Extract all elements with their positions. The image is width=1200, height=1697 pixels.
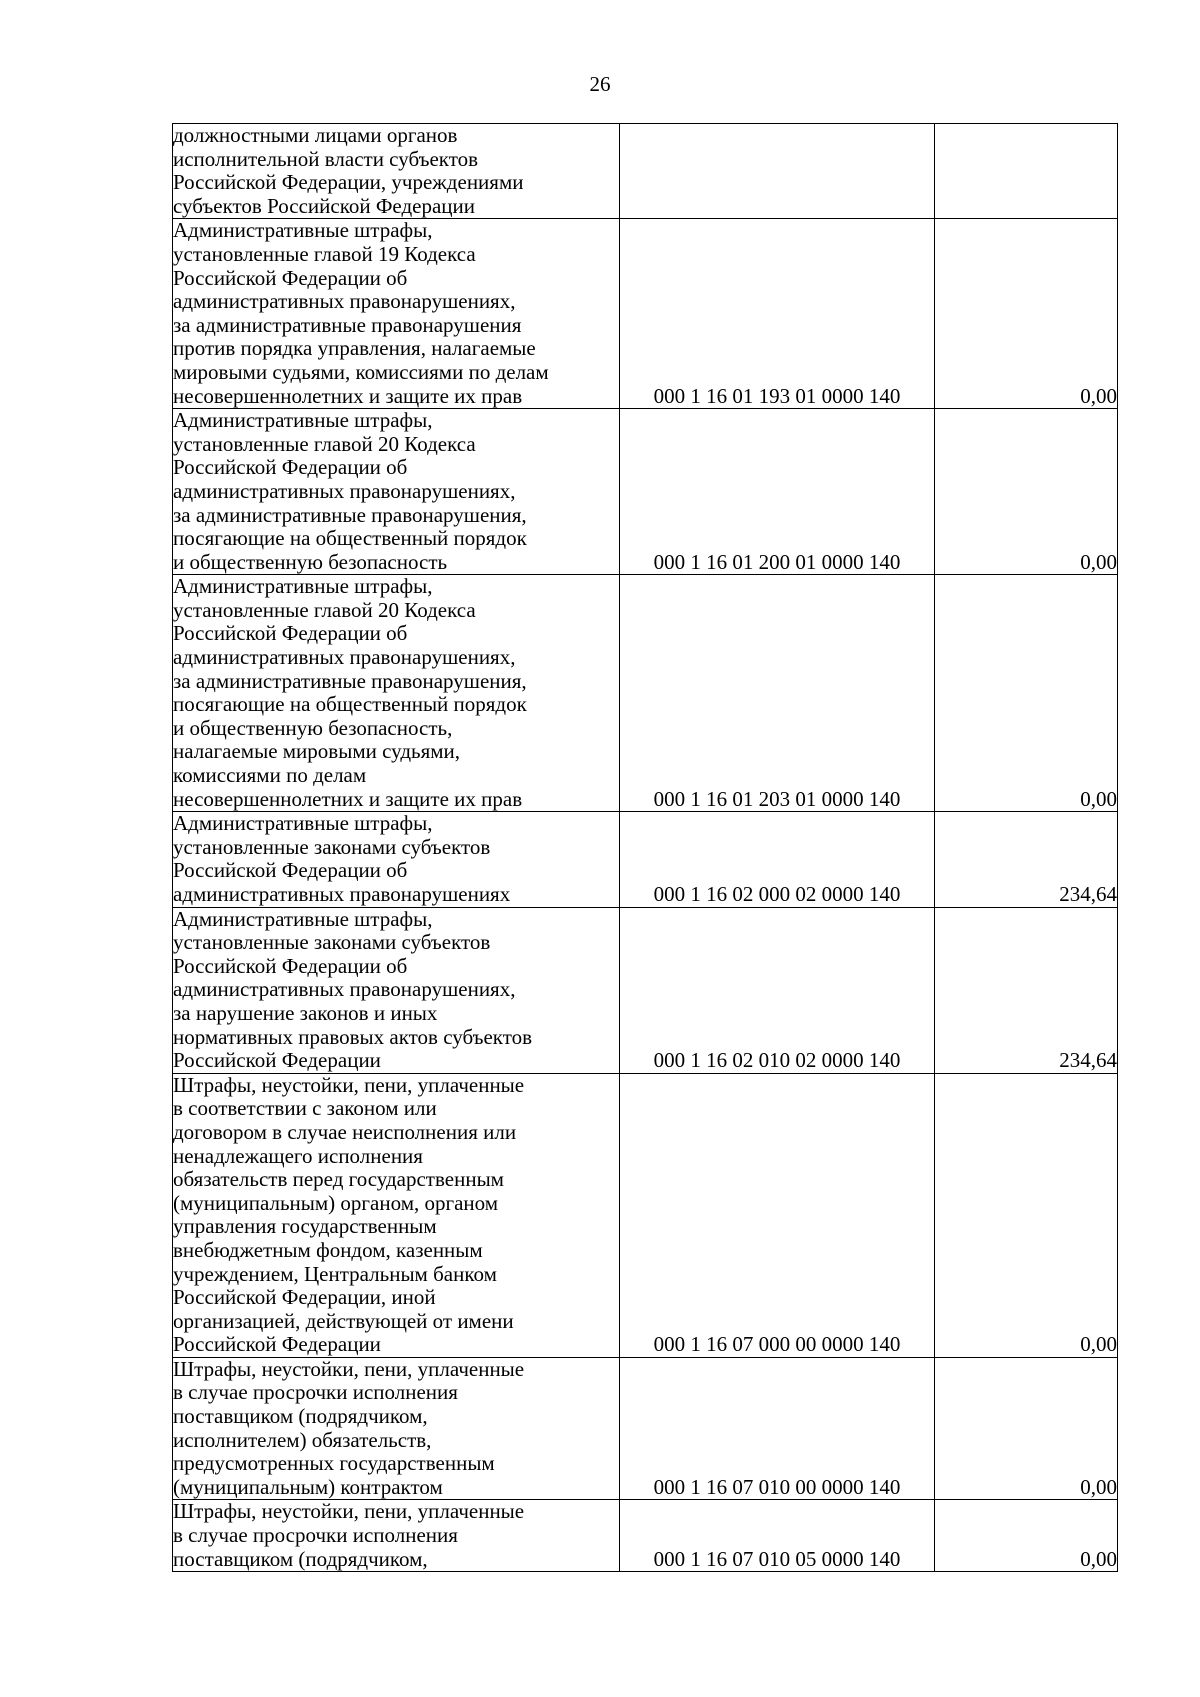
table-row: [173, 907, 1118, 1073]
revenue-name-cell: должностными лицами органов исполнительной власти субъектов Российской Федерации, учреждениями субъектов Российской Федерации: [173, 124, 620, 219]
budget-code-cell: 000 1 16 01 200 01 0000 140: [620, 409, 935, 575]
table-row: [173, 1073, 1118, 1357]
budget-code-cell: 000 1 16 02 000 02 0000 140: [620, 812, 935, 907]
amount-cell: 0,00: [935, 1500, 1118, 1572]
table-row: [173, 575, 1118, 812]
table-row: [173, 1500, 1118, 1572]
budget-code-cell: 000 1 16 07 010 05 0000 140: [620, 1500, 935, 1572]
revenue-name-cell: Административные штрафы, установленные законами субъектов Российской Федерации об административных правонарушениях, за нарушение законов и иных нормативных правовых актов субъектов Российской Федерации: [173, 907, 620, 1073]
revenue-name-cell: Административные штрафы, установленные главой 20 Кодекса Российской Федерации об административных правонарушениях, за административные правонарушения, посягающие на общественный порядок и общественную безопасность: [173, 409, 620, 575]
table-row: [173, 124, 1118, 219]
revenue-name-cell: Штрафы, неустойки, пени, уплаченные в случае просрочки исполнения поставщиком (подрядчиком,: [173, 1500, 620, 1572]
budget-code-cell: 000 1 16 01 193 01 0000 140: [620, 219, 935, 409]
budget-code-cell: 000 1 16 02 010 02 0000 140: [620, 907, 935, 1073]
revenue-name-cell: Административные штрафы, установленные главой 19 Кодекса Российской Федерации об административных правонарушениях, за административные правонарушения против порядка управления, налагаемые мировыми судьями, комиссиями по делам несовершеннолетних и защите их прав: [173, 219, 620, 409]
table-row: [173, 1357, 1118, 1500]
budget-code-cell: 000 1 16 01 203 01 0000 140: [620, 575, 935, 812]
amount-cell: 234,64: [935, 907, 1118, 1073]
table-row: [173, 219, 1118, 409]
amount-cell: 0,00: [935, 1357, 1118, 1500]
amount-cell: 0,00: [935, 219, 1118, 409]
revenue-table: [172, 123, 1118, 1572]
budget-code-cell: 000 1 16 07 000 00 0000 140: [620, 1073, 935, 1357]
table-row: [173, 409, 1118, 575]
revenue-name-cell: Штрафы, неустойки, пени, уплаченные в случае просрочки исполнения поставщиком (подрядчиком, исполнителем) обязательств, предусмотренных государственным (муниципальным) контрактом: [173, 1357, 620, 1500]
amount-cell: [935, 124, 1118, 219]
amount-cell: 0,00: [935, 575, 1118, 812]
page-number: 26: [589, 72, 611, 96]
revenue-name-cell: Административные штрафы, установленные главой 20 Кодекса Российской Федерации об административных правонарушениях, за административные правонарушения, посягающие на общественный порядок и общественную безопасность, налагаемые мировыми судьями, комиссиями по делам несовершеннолетних и защите их прав: [173, 575, 620, 812]
amount-cell: 234,64: [935, 812, 1118, 907]
table-row: [173, 812, 1118, 907]
revenue-name-cell: Штрафы, неустойки, пени, уплаченные в соответствии с законом или договором в случае неисполнения или ненадлежащего исполнения обязательств перед государственным (муниципальным) органом, органом управления государственным внебюджетным фондом, казенным учреждением, Центральным банком Российской Федерации, иной организацией, действующей от имени Российской Федерации: [173, 1073, 620, 1357]
budget-code-cell: [620, 124, 935, 219]
amount-cell: 0,00: [935, 409, 1118, 575]
amount-cell: 0,00: [935, 1073, 1118, 1357]
revenue-name-cell: Административные штрафы, установленные законами субъектов Российской Федерации об административных правонарушениях: [173, 812, 620, 907]
budget-code-cell: 000 1 16 07 010 00 0000 140: [620, 1357, 935, 1500]
